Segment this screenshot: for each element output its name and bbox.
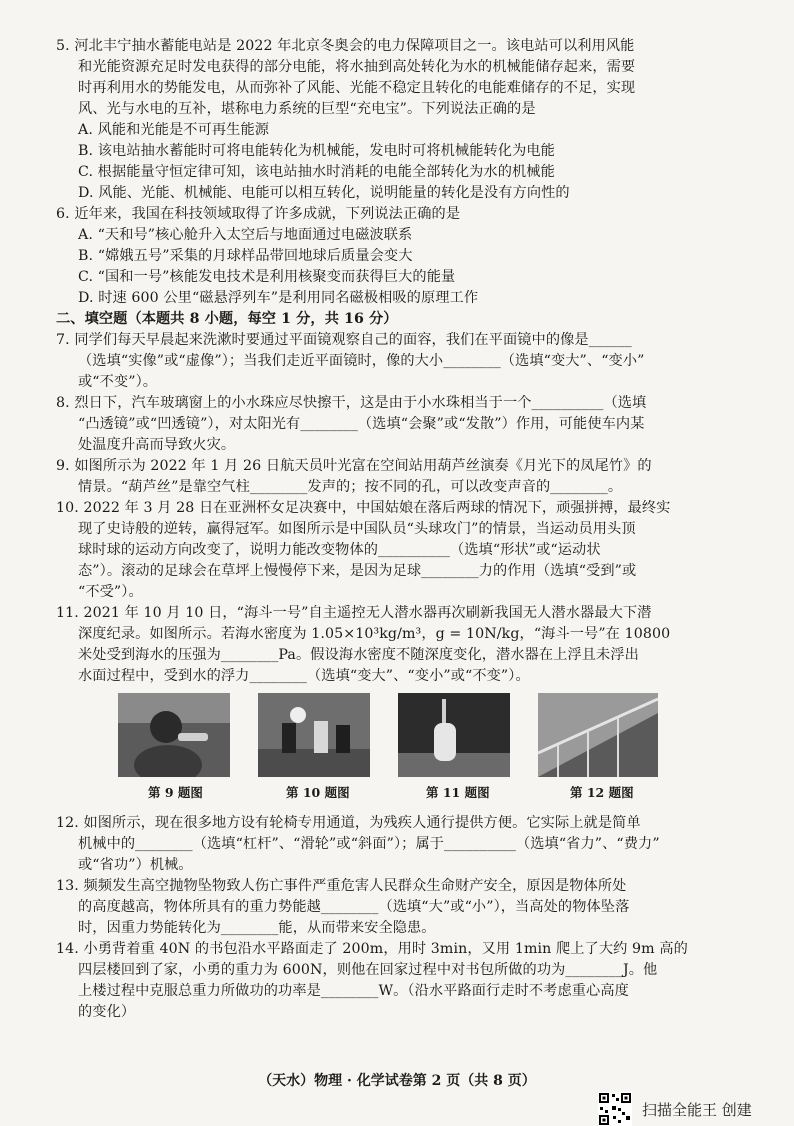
q14-line-4: 的变化）: [78, 1004, 136, 1020]
q11-line-2: 深度纪录。如图所示。若海水密度为 1.05×10³kg/m³，g = 10N/kg，“海斗一号”在 10800: [78, 626, 671, 642]
q6-option-b: B. “嫦娥五号”采集的月球样品带回地球后质量会变大: [78, 248, 413, 264]
q5-option-d: D. 风能、光能、机械能、电能可以相互转化，说明能量的转化是没有方向性的: [78, 185, 570, 201]
scanner-watermark: [598, 1092, 752, 1126]
qr-code-icon: [598, 1092, 632, 1126]
q8-line-2: “凸透镜”或“凹透镜”），对太阳光有________（选填“会聚”或“发散”）作用，可能使车内某: [78, 416, 645, 432]
q7-line-3: 或“不变”）。: [78, 374, 158, 390]
q10-line-1: 10. 2022 年 3 月 28 日在亚洲杯女足决赛中，中国姑娘在落后两球的情况下，顽强拼搏，最终实: [56, 500, 671, 516]
fig10-photo: [258, 693, 370, 777]
q12-line-3: 或“省功”）机械。: [78, 857, 193, 873]
exam-page: [56, 36, 746, 1023]
q6-option-c: C. “国和一号”核能发电技术是利用核聚变而获得巨大的能量: [78, 269, 456, 285]
q5-option-a: A. 风能和光能是不可再生能源: [78, 122, 270, 138]
page-footer: （天水）物理 · 化学试卷第 2 页（共 8 页）: [258, 1073, 536, 1089]
q6-stem: 6. 近年来，我国在科技领域取得了许多成就，下列说法正确的是: [56, 206, 461, 222]
fig12-caption: 第 12 题图: [570, 785, 634, 800]
q14-line-3: 上楼过程中克服总重力所做功的功率是________W。（沿水平路面行走时不考虑重心高度: [78, 983, 629, 999]
q14-line-2: 四层楼回到了家，小勇的重力为 600N，则他在回家过程中对书包所做的功为________J。他: [78, 962, 658, 978]
fig11-photo: [398, 693, 510, 777]
q9-line-1: 9. 如图所示为 2022 年 1 月 26 日航天员叶光富在空间站用葫芦丝演奏《月光下的凤尾竹》的: [56, 458, 652, 474]
q9-line-2: 情景。“葫芦丝”是靠空气柱________发声的；按不同的孔，可以改变声音的________。: [78, 479, 623, 495]
q5-stem-line-4: 风、光与水电的互补，堪称电力系统的巨型“充电宝”。下列说法正确的是: [78, 101, 536, 117]
q6-option-d: D. 时速 600 公里“磁悬浮列车”是利用同名磁极相吸的原理工作: [78, 290, 479, 306]
q5-stem-line-1: 5. 河北丰宁抽水蓄能电站是 2022 年北京冬奥会的电力保障项目之一。该电站可以利用风能: [56, 38, 635, 54]
section-heading: 二、填空题（本题共 8 小题，每空 1 分，共 16 分）: [56, 311, 398, 327]
q11-line-4: 水面过程中，受到水的浮力________（选填“变大”、“变小”或“不变”）。: [78, 668, 530, 684]
fig9-photo: [118, 693, 230, 777]
q7-line-1: 7. 同学们每天早晨起来洗漱时要通过平面镜观察自己的面容，我们在平面镜中的像是______: [56, 332, 632, 348]
q10-line-3: 球时球的运动方向改变了，说明力能改变物体的__________（选填“形状”或“运动状: [78, 542, 601, 558]
fig11-caption: 第 11 题图: [426, 785, 490, 800]
q8-line-3: 处温度升高而导致火灾。: [78, 437, 236, 453]
fig9-caption: 第 9 题图: [148, 785, 203, 800]
q11-line-3: 米处受到海水的压强为________Pa。假设海水密度不随深度变化，潜水器在上浮且未浮出: [78, 647, 639, 663]
q7-line-2: （选填“实像”或“虚像”）；当我们走近平面镜时，像的大小________（选填“变大”、“变小”: [78, 353, 645, 369]
scanner-watermark-text: 扫描全能王 创建: [642, 1100, 752, 1119]
figure-row: [56, 693, 746, 813]
q8-line-1: 8. 烈日下，汽车玻璃窗上的小水珠应尽快擦干，这是由于小水珠相当于一个__________（选填: [56, 395, 647, 411]
q10-line-5: “不受”）。: [78, 584, 143, 600]
q13-line-3: 时，因重力势能转化为________能，从而带来安全隐患。: [78, 920, 436, 936]
q13-line-2: 的高度越高，物体所具有的重力势能越________（选填“大”或“小”），当高处的物体坠落: [78, 899, 630, 915]
q5-stem-line-3: 时再利用水的势能发电，从而弥补了风能、光能不稳定且转化的电能难储存的不足，实现: [78, 80, 636, 96]
q11-line-1: 11. 2021 年 10 月 10 日，“海斗一号”自主遥控无人潜水器再次刷新我国无人潜水器最大下潜: [56, 605, 652, 621]
q10-line-2: 现了史诗般的逆转，赢得冠军。如图所示是中国队员“头球攻门”的情景，当运动员用头顶: [78, 521, 636, 537]
fig10-caption: 第 10 题图: [286, 785, 350, 800]
q6-option-a: A. “天和号”核心舱升入太空后与地面通过电磁波联系: [78, 227, 413, 243]
q5-stem-line-2: 和光能资源充足时发电获得的部分电能，将水抽到高处转化为水的机械能储存起来，需要: [78, 59, 636, 75]
q10-line-4: 态”）。滚动的足球会在草坪上慢慢停下来，是因为足球________力的作用（选填“受到”或: [78, 563, 637, 579]
q5-option-b: B. 该电站抽水蓄能时可将电能转化为机械能，发电时可将机械能转化为电能: [78, 143, 555, 159]
q12-line-1: 12. 如图所示，现在很多地方设有轮椅专用通道，为残疾人通行提供方便。它实际上就是简单: [56, 815, 641, 831]
q5-option-c: C. 根据能量守恒定律可知，该电站抽水时消耗的电能全部转化为水的机械能: [78, 164, 555, 180]
q13-line-1: 13. 频频发生高空抛物坠物致人伤亡事件严重危害人民群众生命财产安全，原因是物体所处: [56, 878, 627, 894]
q12-line-2: 机械中的________（选填“杠杆”、“滑轮”或“斜面”）；属于__________（选填“省力”、“费力”: [78, 836, 660, 852]
q14-line-1: 14. 小勇背着重 40N 的书包沿水平路面走了 200m，用时 3min，又用 1min 爬上了大约 9m 高的: [56, 941, 688, 957]
fig12-photo: [538, 693, 658, 777]
